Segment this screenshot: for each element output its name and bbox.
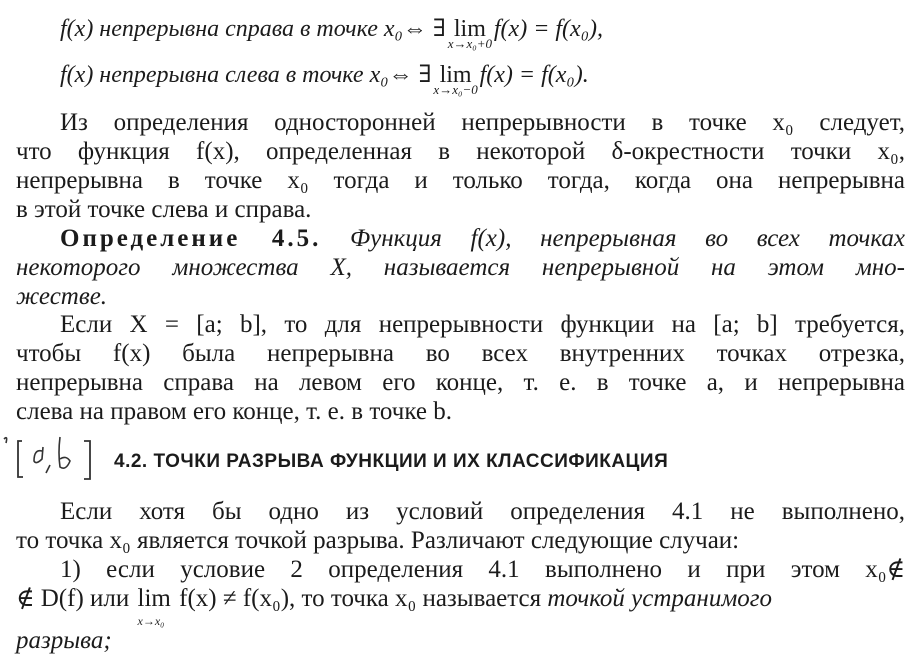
paragraph-line: непрерывна справа на левом его конце, т. е. в точке a, и непрерывна	[16, 369, 905, 396]
case-text: ∉ D(f) или	[16, 585, 136, 612]
paragraph-line: чтобы f(x) была непрерывна во всех внутренних точках отрезка,	[16, 340, 905, 367]
limit-operator: lim x→x₀−0	[433, 62, 478, 97]
paragraph-line: Если хотя бы одно из условий определения 4.1 не выполнено,	[60, 498, 905, 525]
formula-text: f(x) = f(x₀),	[487, 16, 604, 42]
limit-subscript: x→x₀−0	[433, 82, 478, 97]
left-continuity-formula	[60, 60, 589, 97]
limit-subscript: x→x₀	[137, 614, 165, 628]
paragraph-line: что функция f(x), определенная в некоторой δ-окрестности точки x₀,	[16, 138, 905, 165]
definition-line: некоторого множества X, называется непрерывной на этом мно-	[16, 254, 905, 281]
handwritten-note-image	[2, 433, 102, 483]
paragraph-line: непрерывна в точке x₀ тогда и только тогда, когда она непрерывна	[16, 167, 905, 194]
right-continuity-formula	[60, 14, 604, 51]
paragraph-line: Из определения односторонней непрерывности в точке x₀ следует,	[60, 109, 905, 136]
case-text: f(x) ≠ f(x₀), то точка x₀ называется	[172, 585, 548, 612]
formula-text: f(x) непрерывна справа в точке x₀⇔ ∃	[60, 16, 452, 42]
case-line: разрыва;	[16, 627, 112, 654]
limit-operator: lim x→x₀	[138, 584, 171, 614]
case-line: 1) если условие 2 определения 4.1 выполнено и при этом x₀∉	[60, 556, 905, 583]
formula-text: f(x) = f(x₀).	[473, 62, 589, 88]
paragraph-line: Если X = [a; b], то для непрерывности функции на [a; b] требуется,	[60, 311, 905, 338]
formula-text: f(x) непрерывна слева в точке x₀⇔ ∃	[60, 62, 438, 88]
limit-operator: lim x→x₀+0	[447, 16, 493, 51]
limit-subscript: x→x₀+0	[447, 36, 493, 51]
section-title: 4.2. ТОЧКИ РАЗРЫВА ФУНКЦИИ И ИХ КЛАССИФИКАЦИЯ	[114, 451, 669, 472]
case-line	[16, 584, 905, 628]
definition-line	[60, 224, 905, 254]
paragraph-line: то точка x₀ является точкой разрыва. Различают следующие случаи:	[16, 527, 740, 554]
paragraph-line: в этой точке слева и справа.	[16, 196, 312, 223]
definition-line: жестве.	[16, 283, 108, 310]
paragraph-line: слева на правом его конце, т. е. в точке b.	[16, 398, 452, 425]
definition-text: Функция f(x), непрерывная во всех точках	[321, 225, 905, 252]
term-italic: точкой устранимого	[547, 585, 773, 612]
definition-heading: Определение 4.5.	[60, 225, 322, 252]
